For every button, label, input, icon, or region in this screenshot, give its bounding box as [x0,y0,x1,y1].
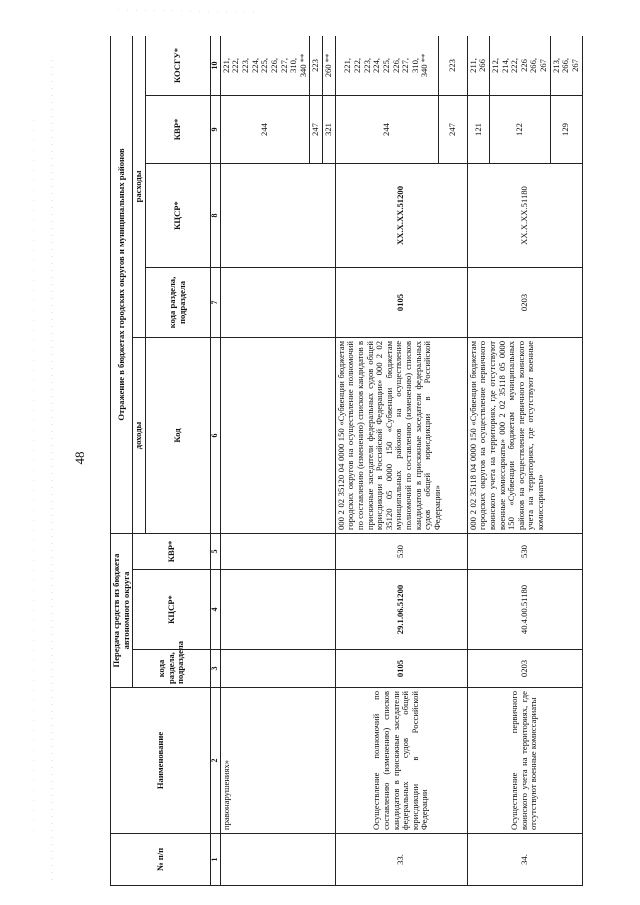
header-kvr-2: КВР* [145,95,210,163]
cell-razdel-2: 0105 [335,267,467,337]
cell-np [220,834,335,886]
header-kcsr-2: КЦСР* [145,163,210,267]
cell-kosgu: 221, 222, 223, 224, 225, 226, 227, 310, 340 ** [220,36,310,95]
cell-razdel: 0105 [335,650,467,688]
page-number: 48 [72,451,87,465]
cell-kosgu: 223 [310,36,323,95]
table-row [220,36,310,886]
cell-kvr-2: 129 [550,95,582,163]
cell-kcsr: 29.1.06.51200 [335,570,467,650]
header-kcsr: КЦСР* [133,570,211,650]
col-number: 8 [210,163,220,267]
cell-kcsr: 40.4.00.51180 [467,570,582,650]
cell-name: Осуществление первичного воинского учета на территориях, где отсутствуют военные комиссариаты [467,688,582,834]
cell-kvr-2: 247 [438,95,467,163]
cell-kvr [220,533,335,569]
cell-income-code: 000 2 02 35118 04 0000 150 «Субвенции бюджетам городских округов на осуществление первичного воинского учета на территориях, где отсутствуют военные комиссариаты» 000 2 02 35118 05 0000 150 «Субвенции бюджетам муниципальных районов на осуществление первичного воинского учета на территориях, где отсутствуют военные комиссариаты» [467,337,582,533]
header-kosgu: КОСГУ* [145,36,210,95]
cell-kvr-2: 244 [220,95,310,163]
header-np: № п/п [111,834,211,886]
header-kod: Код [145,337,210,533]
budget-table [110,36,583,886]
cell-name: Осуществление полномочий по составлению (изменению) списков кандидатов в присяжные заседатели федеральных судов общей юрисдикции в Российской Федерации [335,688,467,834]
rotated-table-container [110,36,640,886]
table-row [335,36,438,886]
cell-kcsr-2: XX.X.XX.51180 [467,163,582,267]
col-number: 6 [210,337,220,533]
header-name: Наименование [111,688,211,834]
header-reflect: Отражение в бюджетах городских округов и муниципальных районов [111,36,133,533]
col-number: 10 [210,36,220,95]
cell-kcsr-2 [220,163,335,267]
cell-kosgu: 213, 266, 267 [550,36,582,95]
cell-np: 34. [467,834,582,886]
cell-razdel: 0203 [467,650,582,688]
cell-kvr-2: 321 [323,95,336,163]
header-transfer: Передача средств из бюджета автономного округа [111,533,133,687]
col-number: 2 [210,688,220,834]
cell-income-code [220,337,335,533]
col-number: 5 [210,533,220,569]
col-number: 4 [210,570,220,650]
cell-kcsr-2: XX.X.XX.51200 [335,163,467,267]
cell-kvr-2: 121 [467,95,489,163]
cell-kosgu: 212, 214, 222, 226 266, 267 [489,36,550,95]
cell-kvr-2: 247 [310,95,323,163]
col-number: 1 [210,834,220,886]
cell-kcsr [220,570,335,650]
cell-name: правонарушениях» [220,688,335,834]
col-number: 9 [210,95,220,163]
cell-kvr-2: 122 [489,95,550,163]
cell-kvr-2: 244 [335,95,438,163]
cell-income-code: 000 2 02 35120 04 0000 150 «Субвенции бюджетам городских округов на осуществление полномочий по составлению (изменению) списков кандидатов в присяжные заседатели федеральных судов общей юрисдикции в Российской Федерации» 000 2 02 35120 05 0000 150 «Субвенции бюджетам муниципальных районов на осуществление полномочий по составлению (изменению) списков кандидатов в присяжные заседатели федеральных судов общей юрисдикции в Российской Федерации» [335,337,467,533]
header-income: доходы [133,337,146,533]
col-number: 7 [210,267,220,337]
column-number-row [210,36,220,886]
col-number: 3 [210,650,220,688]
header-code-razdel: кода раздела, подраздела [133,650,211,688]
header-expense: расходы [133,36,146,337]
cell-kvr: 530 [335,533,467,569]
cell-kosgu: 221, 222, 223, 224, 225, 226, 227, 310, 340 ** [335,36,438,95]
cell-kosgu: 260 ** [323,36,336,95]
cell-kosgu: 211, 266 [467,36,489,95]
cell-razdel-2: 0203 [467,267,582,337]
table-row [467,36,489,886]
cell-np: 33. [335,834,467,886]
cell-kvr: 530 [467,533,582,569]
cell-kosgu: 223 [438,36,467,95]
header-code-razdel-2: кода раздела, подраздела [145,267,210,337]
cell-razdel [220,650,335,688]
header-kvr: КВР* [133,533,211,569]
cell-razdel-2 [220,267,335,337]
